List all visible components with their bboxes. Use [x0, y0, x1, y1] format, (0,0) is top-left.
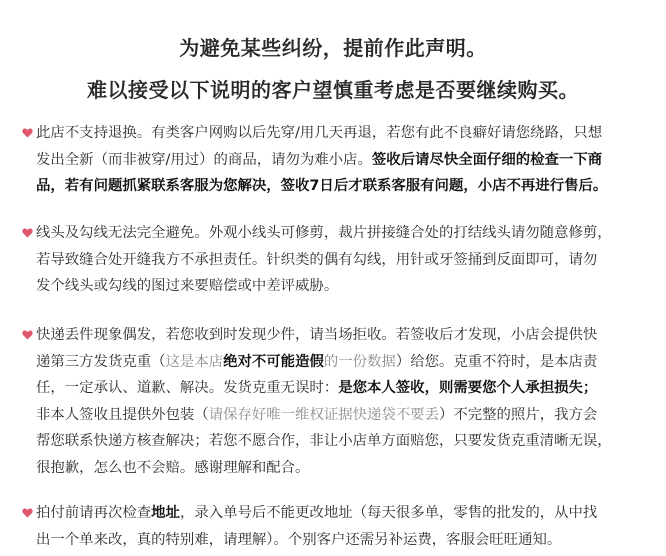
body-text: 任，一定承认、道歉、解决。发货克重无误时：: [36, 380, 339, 396]
gray-text: 请保存好唯一维权证据快递袋不要丢: [208, 406, 439, 423]
notice-line: [36, 173, 632, 200]
notice-line: [36, 120, 632, 147]
notice-line: [36, 349, 632, 376]
body-text: 非本人签收且提供外包装（: [36, 406, 209, 423]
notice-line: [36, 322, 632, 349]
notice-line: [36, 247, 632, 274]
notice-line: [36, 500, 632, 527]
body-text: 发出全新（而非被穿/用过）的商品，请勿为难小店。: [36, 151, 372, 168]
body-text: 拍付前请再次检查: [36, 505, 152, 521]
body-text: 发个线头或勾线的图过来要赔偿或中差评威胁。: [36, 278, 339, 294]
bold-text: 绝对不可能造假: [223, 353, 324, 370]
notice-line: [36, 428, 632, 455]
notice-paragraph: [36, 500, 632, 553]
body-text: 若导致缝合处开缝我方不承担责任。针织类的偶有勾线，用针或牙签捅到反面即可，请勿: [36, 251, 598, 268]
notice-paragraph: [36, 220, 632, 300]
body-text: 很抱歉，怎么也不会赔。感谢理解和配合。: [36, 459, 310, 476]
page-subtitle: 难以接受以下说明的客户望慎重考虑是否要继续购买。: [87, 78, 579, 102]
page-title: 为避免某些纠纷，提前作此声明。: [179, 36, 487, 60]
gray-text: 这是本店: [165, 353, 224, 370]
body-text: 此店不支持退换。有类客户网购以后先穿/用几天再退，若您有此不良癖好请您绕路，只想: [36, 125, 603, 141]
body-text: 出一个单来改，真的特别难，请理解）。个别客户还需另补运费，客服会旺旺通知。: [36, 531, 562, 548]
notice-line: [36, 455, 632, 482]
notice-line: [36, 220, 632, 247]
bold-text: 品，若有问题抓紧联系客服为您解决，签收7日后才联系客服有问题，小店不再进行售后。: [36, 178, 608, 194]
notice-line: [36, 147, 632, 174]
body-text: 递第三方发货克重（: [36, 353, 166, 370]
heart-icon: [22, 228, 33, 238]
heart-icon: [22, 508, 33, 518]
notice-line: [36, 527, 632, 554]
gray-text: 的一份数据: [323, 353, 396, 370]
notice-line: [36, 375, 632, 402]
body-text: ，录入单号后不能更改地址（每天很多单，零售的批发的，从中找: [179, 505, 598, 521]
notice-paragraph: [36, 120, 632, 200]
body-text: ）不完整的照片，我方会: [438, 406, 598, 423]
body-text: ）给您。克重不符时，是本店责: [395, 353, 598, 370]
notice-line: [36, 273, 632, 300]
notice-line: [36, 402, 632, 429]
body-text: 帮您联系快递方核查解决；若您不愿合作，非让小店单方面赔您，只要发货克重清晰无误，: [36, 433, 612, 449]
bold-text: 地址: [151, 505, 180, 521]
heart-icon: [22, 128, 33, 138]
notice-paragraph: [36, 322, 632, 481]
bold-text: 签收后请尽快全面仔细的检查一下商: [371, 151, 603, 168]
bold-text: 是您本人签收，则需要您个人承担损失；: [338, 380, 598, 396]
body-text: 线头及勾线无法完全避免。外观小线头可修剪，裁片拼接缝合处的打结线头请勿随意修剪，: [36, 225, 612, 241]
body-text: 快递丢件现象偶发，若您收到时发现少件，请当场拒收。若签收后才发现，小店会提供快: [36, 327, 598, 343]
heart-icon: [22, 330, 33, 340]
